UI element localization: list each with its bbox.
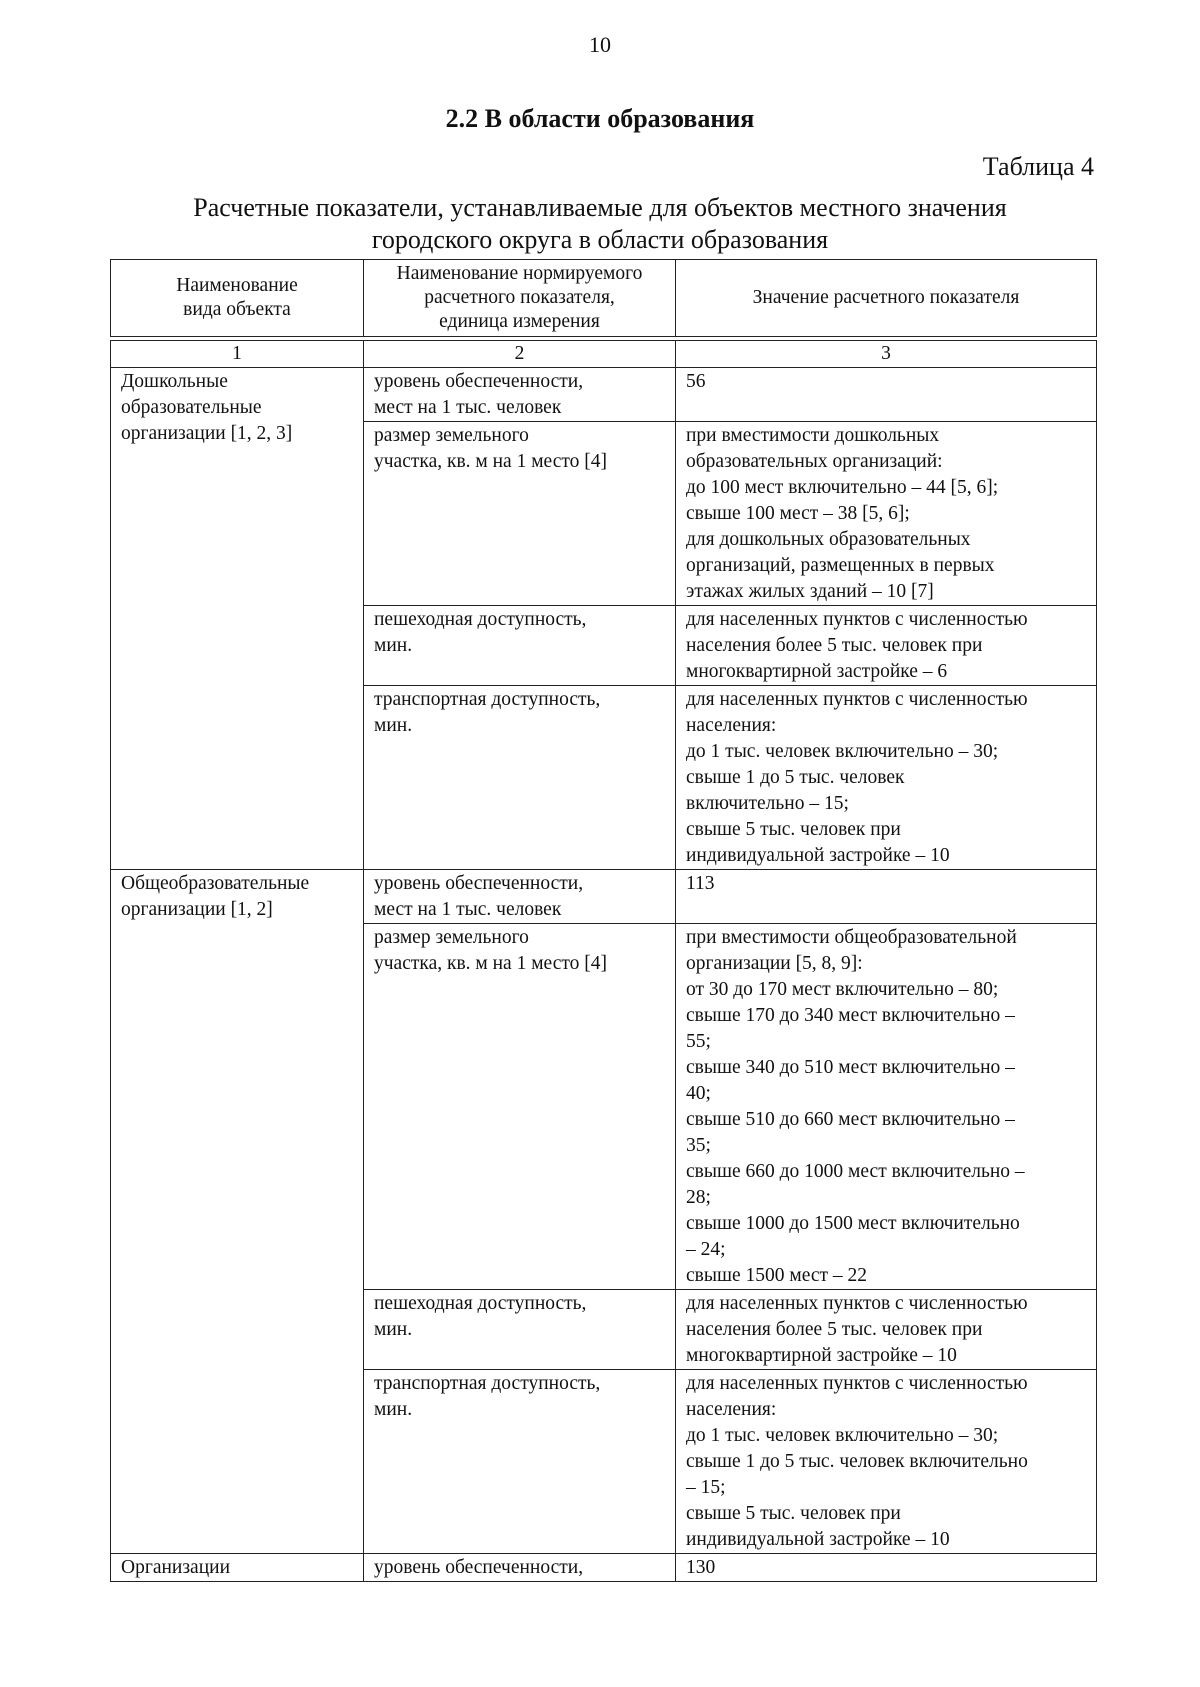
indicator-line: пешеходная доступность, xyxy=(374,609,587,630)
header-object-type xyxy=(111,260,364,337)
value-cell xyxy=(676,368,1097,422)
value-line: многоквартирной застройке – 6 xyxy=(686,661,948,682)
table-body xyxy=(111,341,1097,1582)
value-line: населения: xyxy=(686,715,777,736)
column-number: 2 xyxy=(364,341,676,368)
indicator-line: участка, кв. м на 1 место [4] xyxy=(374,451,607,472)
header-line: расчетного показателя, xyxy=(424,287,615,308)
value-line: свыше 510 до 660 мест включительно – xyxy=(686,1109,1015,1130)
value-line: 113 xyxy=(686,873,715,894)
indicator-line: мин. xyxy=(374,1399,413,1420)
indicator-line: мест на 1 тыс. человек xyxy=(374,899,562,920)
indicator-cell xyxy=(364,870,676,924)
value-cell xyxy=(676,422,1097,606)
indicator-cell xyxy=(364,1554,676,1582)
value-line: населения более 5 тыс. человек при xyxy=(686,635,983,656)
value-cell xyxy=(676,606,1097,686)
column-number: 3 xyxy=(676,341,1097,368)
value-line: – 15; xyxy=(686,1477,726,1498)
table-row xyxy=(111,870,1097,924)
indicator-line: мест на 1 тыс. человек xyxy=(374,397,562,418)
object-type-cell xyxy=(111,368,364,870)
value-line: свыше 170 до 340 мест включительно – xyxy=(686,1005,1015,1026)
value-line: населения более 5 тыс. человек при xyxy=(686,1319,983,1340)
value-line: для населенных пунктов с численностью xyxy=(686,1373,1028,1394)
indicator-line: уровень обеспеченности, xyxy=(374,371,584,392)
value-line: свыше 5 тыс. человек при xyxy=(686,819,901,840)
object-type-line: организации [1, 2, 3] xyxy=(121,423,293,444)
header-line: единица измерения xyxy=(439,311,600,332)
value-line: 40; xyxy=(686,1083,711,1104)
table-caption xyxy=(100,192,1100,256)
section-heading: 2.2 В области образования xyxy=(445,104,755,133)
object-type-cell xyxy=(111,870,364,1554)
header-indicator xyxy=(364,260,676,337)
value-line: до 1 тыс. человек включительно – 30; xyxy=(686,1425,999,1446)
object-type-cell xyxy=(111,1554,364,1582)
value-line: от 30 до 170 мест включительно – 80; xyxy=(686,979,999,1000)
value-line: для населенных пунктов с численностью xyxy=(686,689,1028,710)
indicator-line: мин. xyxy=(374,1319,413,1340)
indicator-line: мин. xyxy=(374,635,413,656)
column-number-row xyxy=(111,341,1097,368)
value-line: включительно – 15; xyxy=(686,793,849,814)
value-line: 56 xyxy=(686,371,706,392)
data-table xyxy=(110,340,1097,1582)
value-line: свыше 5 тыс. человек при xyxy=(686,1503,901,1524)
value-line: многоквартирной застройке – 10 xyxy=(686,1345,957,1366)
indicator-cell xyxy=(364,422,676,606)
value-line: при вместимости дошкольных xyxy=(686,425,940,446)
indicator-cell xyxy=(364,686,676,870)
page-number: 10 xyxy=(589,32,611,57)
indicator-line: размер земельного xyxy=(374,927,529,948)
column-number: 1 xyxy=(111,341,364,368)
value-line: при вместимости общеобразовательной xyxy=(686,927,1017,948)
value-line: этажах жилых зданий – 10 [7] xyxy=(686,581,934,602)
value-line: организаций, размещенных в первых xyxy=(686,555,995,576)
value-line: свыше 1500 мест – 22 xyxy=(686,1265,868,1286)
value-cell xyxy=(676,1370,1097,1554)
value-line: организации [5, 8, 9]: xyxy=(686,953,863,974)
indicator-line: уровень обеспеченности, xyxy=(374,1557,584,1578)
value-line: 28; xyxy=(686,1187,711,1208)
object-type-line: организации [1, 2] xyxy=(121,899,273,920)
table-row xyxy=(111,368,1097,422)
value-cell xyxy=(676,924,1097,1290)
value-line: 55; xyxy=(686,1031,711,1052)
value-cell xyxy=(676,870,1097,924)
value-line: до 100 мест включительно – 44 [5, 6]; xyxy=(686,477,999,498)
indicator-line: участка, кв. м на 1 место [4] xyxy=(374,953,607,974)
header-line: Значение расчетного показателя xyxy=(752,287,1020,308)
value-line: для населенных пунктов с численностью xyxy=(686,1293,1028,1314)
indicator-line: уровень обеспеченности, xyxy=(374,873,584,894)
value-line: для населенных пунктов с численностью xyxy=(686,609,1028,630)
object-type-line: образовательные xyxy=(121,397,262,418)
object-type-line: Дошкольные xyxy=(121,371,228,392)
caption-line: Расчетные показатели, устанавливаемые для объектов местного значения xyxy=(193,193,1007,222)
indicator-cell xyxy=(364,368,676,422)
indicator-cell xyxy=(364,606,676,686)
value-line: свыше 660 до 1000 мест включительно – xyxy=(686,1161,1025,1182)
value-line: свыше 100 мест – 38 [5, 6]; xyxy=(686,503,910,524)
value-cell xyxy=(676,1554,1097,1582)
caption-line: городского округа в области образования xyxy=(371,225,829,254)
header-line: вида объекта xyxy=(183,299,291,320)
value-line: – 24; xyxy=(686,1239,726,1260)
value-line: свыше 340 до 510 мест включительно – xyxy=(686,1057,1015,1078)
indicator-line: размер земельного xyxy=(374,425,529,446)
indicator-cell xyxy=(364,1370,676,1554)
header-line: Наименование нормируемого xyxy=(396,263,643,284)
value-cell xyxy=(676,686,1097,870)
header-value xyxy=(676,260,1097,337)
value-line: населения: xyxy=(686,1399,777,1420)
object-type-line: Общеобразовательные xyxy=(121,873,310,894)
indicator-cell xyxy=(364,924,676,1290)
value-line: индивидуальной застройке – 10 xyxy=(686,1529,950,1550)
value-line: образовательных организаций: xyxy=(686,451,943,472)
table-label: Таблица 4 xyxy=(982,152,1094,181)
value-cell xyxy=(676,1290,1097,1370)
value-line: 130 xyxy=(686,1557,716,1578)
value-line: свыше 1 до 5 тыс. человек включительно xyxy=(686,1451,1028,1472)
table-row xyxy=(111,1554,1097,1582)
value-line: 35; xyxy=(686,1135,711,1156)
indicator-line: транспортная доступность, xyxy=(374,1373,601,1394)
indicator-line: транспортная доступность, xyxy=(374,689,601,710)
indicator-cell xyxy=(364,1290,676,1370)
value-line: индивидуальной застройке – 10 xyxy=(686,845,950,866)
value-line: свыше 1000 до 1500 мест включительно xyxy=(686,1213,1020,1234)
table-header xyxy=(110,259,1097,337)
header-row xyxy=(111,260,1097,337)
value-line: до 1 тыс. человек включительно – 30; xyxy=(686,741,999,762)
value-line: свыше 1 до 5 тыс. человек xyxy=(686,767,905,788)
indicator-line: пешеходная доступность, xyxy=(374,1293,587,1314)
object-type-line: Организации xyxy=(121,1557,231,1578)
header-line: Наименование xyxy=(176,275,298,296)
indicator-line: мин. xyxy=(374,715,413,736)
value-line: для дошкольных образовательных xyxy=(686,529,971,550)
